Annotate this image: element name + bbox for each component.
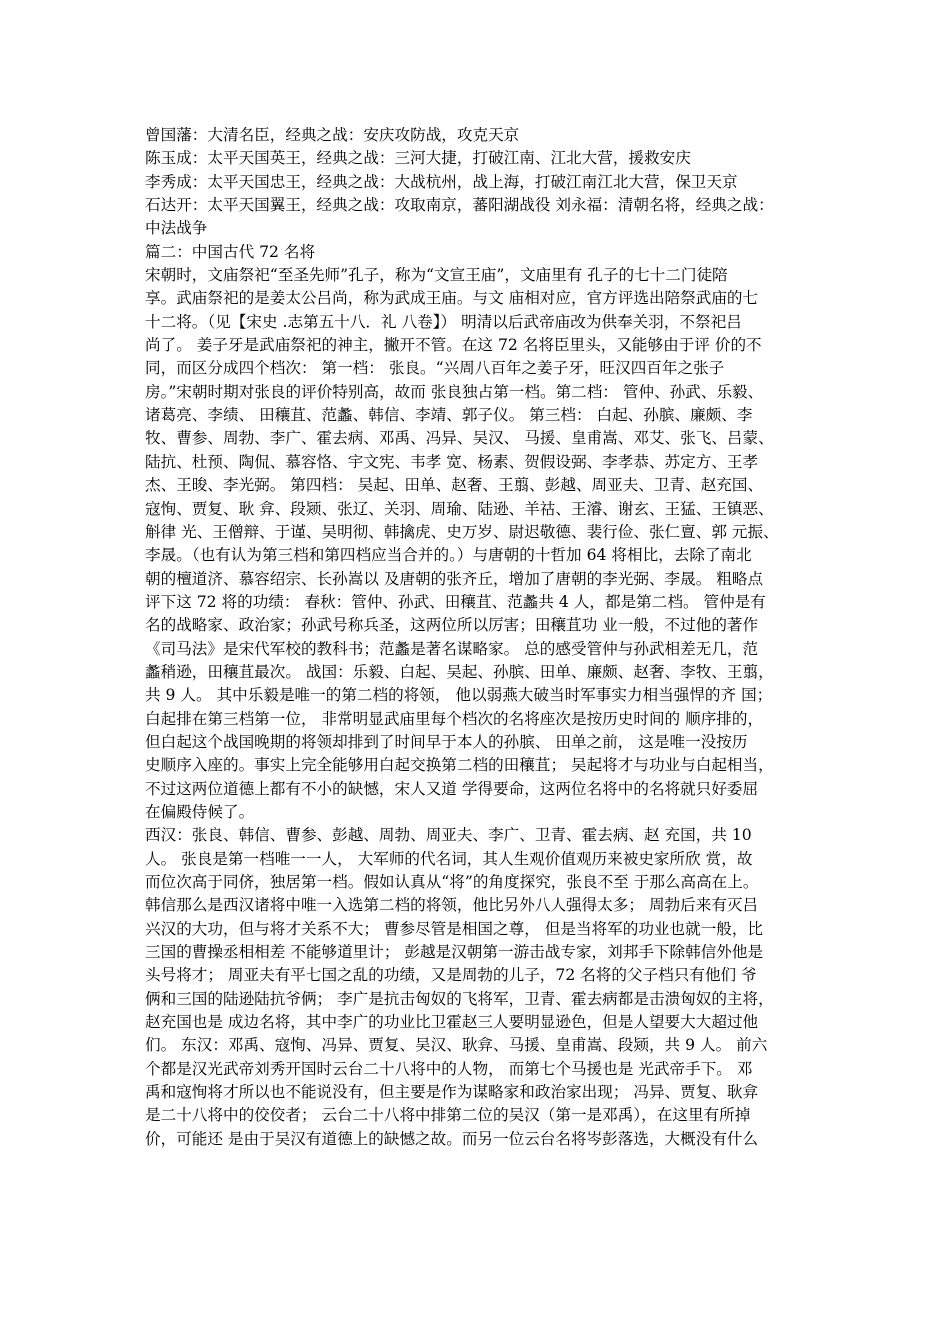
text-line: 朝的檀道济、慕容绍宗、长孙嵩以 及唐朝的张齐丘，增加了唐朝的李光弼、李晟。 粗略点 — [145, 569, 764, 588]
text-line — [145, 1174, 825, 1197]
text-line: 个都是汉光武帝刘秀开国时云台二十八将中的人物， 而第七个马援也是 光武帝手下。 邓 — [145, 1059, 753, 1078]
section-heading: 篇二：中国古代 72 名将 — [145, 242, 316, 261]
text-line: 价，可能还 是由于吴汉有道德上的缺憾之故。而另一位云台名将岑彭落选，大概没有什么 — [145, 1129, 759, 1148]
text-line: 人。 张良是第一档唯一一人， 大军师的代名词，其人生观价值观历来被史家所欣 赏，故 — [145, 849, 753, 868]
text-line: 斛律 光、王僧辩、于谨、吴明彻、韩擒虎、史万岁、尉迟敬德、裴行俭、张仁亶、郭 元振、 — [145, 522, 779, 541]
text-line: 诸葛亮、李绩、 田穰苴、范蠡、韩信、李靖、郭子仪。 第三档： 白起、孙膑、廉颇、李 — [145, 406, 753, 425]
text-line: 蠡稍逊，田穰苴最次。 战国：乐毅、白起、吴起、孙膑、田单、廉颇、赵奢、李牧、王翦， — [145, 662, 774, 681]
text-line — [145, 1151, 825, 1174]
text-line: 史顺序入座的。事实上完全能够用白起交换第二档的田穰苴； 吴起将才与功业与白起相当， — [145, 756, 774, 775]
text-line: 名的战略家、政治家；孙武号称兵圣，这两位所以厉害；田穰苴功 业一般，不过他的著作 — [145, 616, 759, 635]
text-line: 同，而区分成四个档次： 第一档： 张良。“兴周八百年之姜子牙，旺汉四百年之张子 — [145, 359, 725, 378]
text-line: 十二将。（见【宋史 .志第五十八．礼 八卷】） 明清以后武帝庙改为供奉关羽，不祭祀吕 — [145, 312, 742, 331]
text-line: 享。武庙祭祀的是姜太公吕尚，称为武成王庙。与文 庙相对应，官方评选出陪祭武庙的七 — [145, 289, 759, 308]
text-line: 评下这 72 将的功绩： 春秋：管仲、孙武、田穰苴、范蠡共 4 人，都是第二档。 管仲是有 — [145, 592, 766, 611]
text-line: 《司马法》是宋代军校的教科书；范蠡是著名谋略家。 总的感受管仲与孙武相差无几，范 — [145, 639, 759, 658]
text-line: 杰、王晙、李光弼。 第四档： 吴起、田单、赵奢、王翦、彭越、周亚夫、卫青、赵充国、 — [145, 476, 764, 495]
text-line: 不过这两位道德上都有不小的缺憾，宋人又道 学得要命，这两位名将中的名将就只好委屈 — [145, 779, 759, 798]
text-line: 寇恂、贾复、耿 弇、段颎、张辽、关羽、周瑜、陆逊、羊祜、王濬、谢玄、王猛、王镇恶、 — [145, 499, 774, 518]
text-line: 陈玉成：太平天国英王，经典之战：三河大捷，打破江南、江北大营，援救安庆 — [145, 149, 691, 168]
text-line: 们。 东汉：邓禹、寇恂、冯异、贾复、吴汉、耿弇、马援、皇甫嵩、段颎，共 9 人。 前六 — [145, 1036, 768, 1055]
text-line: 尚了。 姜子牙是武庙祭祀的神主，撇开不管。在这 72 名将臣里头，又能够由于评 价的不 — [145, 336, 762, 355]
text-line: 头号将才； 周亚夫有平七国之乱的功绩，又是周勃的儿子，72 名将的父子档只有他们 爷 — [145, 966, 757, 985]
text-line: 韩信那么是西汉诸将中唯一入选第二档的将领，他比另外八人强得太多； 周勃后来有灭吕 — [145, 896, 759, 915]
text-line: 曾国藩：大清名臣，经典之战：安庆攻防战，攻克天京 — [145, 126, 520, 144]
text-line: 牧、曹参、周勃、李广、霍去病、邓禹、冯异、吴汉、 马援、皇甫嵩、邓艾、张飞、吕蒙、 — [145, 429, 774, 448]
text-line: 是二十八将中的佼佼者； 云台二十八将中排第二位的吴汉（第一是邓禹），在这里有所掉 — [145, 1106, 751, 1125]
text-line: 西汉：张良、韩信、曹参、彭越、周勃、周亚夫、李广、卫青、霍去病、赵 充国，共 10 — [145, 826, 752, 845]
text-line: 中法战争 — [145, 219, 208, 238]
text-line: 李晟。（也有认为第三档和第四档应当合并的。）与唐朝的十哲加 64 将相比，去除了南北 — [145, 546, 752, 565]
text-line: 共 9 人。 其中乐毅是唯一的第二档的将领， 他以弱燕大破当时军事实力相当强悍的齐 国； — [145, 686, 773, 705]
text-line: 兴汉的大功，但与将才关系不大； 曹参尽管是相国之尊， 但是当将军的功业也就一般，比 — [145, 919, 764, 938]
text-line: 在偏殿侍候了。 — [145, 802, 255, 821]
text-line: 而位次高于同侪，独居第一档。假如认真从“将”的角度探究，张良不至 于那么高高在上。 — [145, 873, 759, 891]
text-line: 白起排在第三档第一位， 非常明显武庙里每个档次的名将座次是按历史时间的 顺序排的， — [145, 709, 764, 728]
text-line: 房。”宋朝时期对张良的评价特别高，故而 张良独占第一档。第二档： 管仲、孙武、乐毅、 — [145, 382, 764, 401]
text-line: 三国的曹操丞相相差 不能够道里计； 彭越是汉朝第一游击战专家，刘邦手下除韩信外他是 — [145, 943, 764, 962]
text-line: 赵充国也是 成边名将，其中李广的功业比卫霍赵三人要明显逊色，但是人望要大大超过他 — [145, 1013, 759, 1032]
text-line: 但白起这个战国晚期的将领却排到了时间早于本人的孙膑、 田单之前， 这是唯一没按历 — [145, 732, 748, 751]
text-line: 石达开：太平天国翼王，经典之战：攻取南京，蕃阳湖战役 刘永福：清朝名将，经典之战： — [145, 196, 774, 215]
text-line: 李秀成：太平天国忠王，经典之战：大战杭州，战上海，打破江南江北大营，保卫天京 — [145, 172, 738, 191]
text-line: 俩和三国的陆逊陆抗爷俩； 李广是抗击匈奴的飞将军，卫青、霍去病都是击溃匈奴的主将， — [145, 989, 774, 1008]
text-line: 宋朝时，文庙祭祀“至圣先师”孔子，称为“文宣王庙”，文庙里有 孔子的七十二门徒陪 — [145, 266, 728, 285]
document-page — [145, 124, 825, 1198]
text-line: 陆抗、杜预、陶侃、慕容恪、宇文宪、韦孝 宽、杨素、贺假设弼、李孝恭、苏定方、王孝 — [145, 452, 759, 471]
text-line: 禹和寇恂将才所以也不能说没有，但主要是作为谋略家和政治家出现； 冯异、贾复、耿弇 — [145, 1083, 759, 1102]
